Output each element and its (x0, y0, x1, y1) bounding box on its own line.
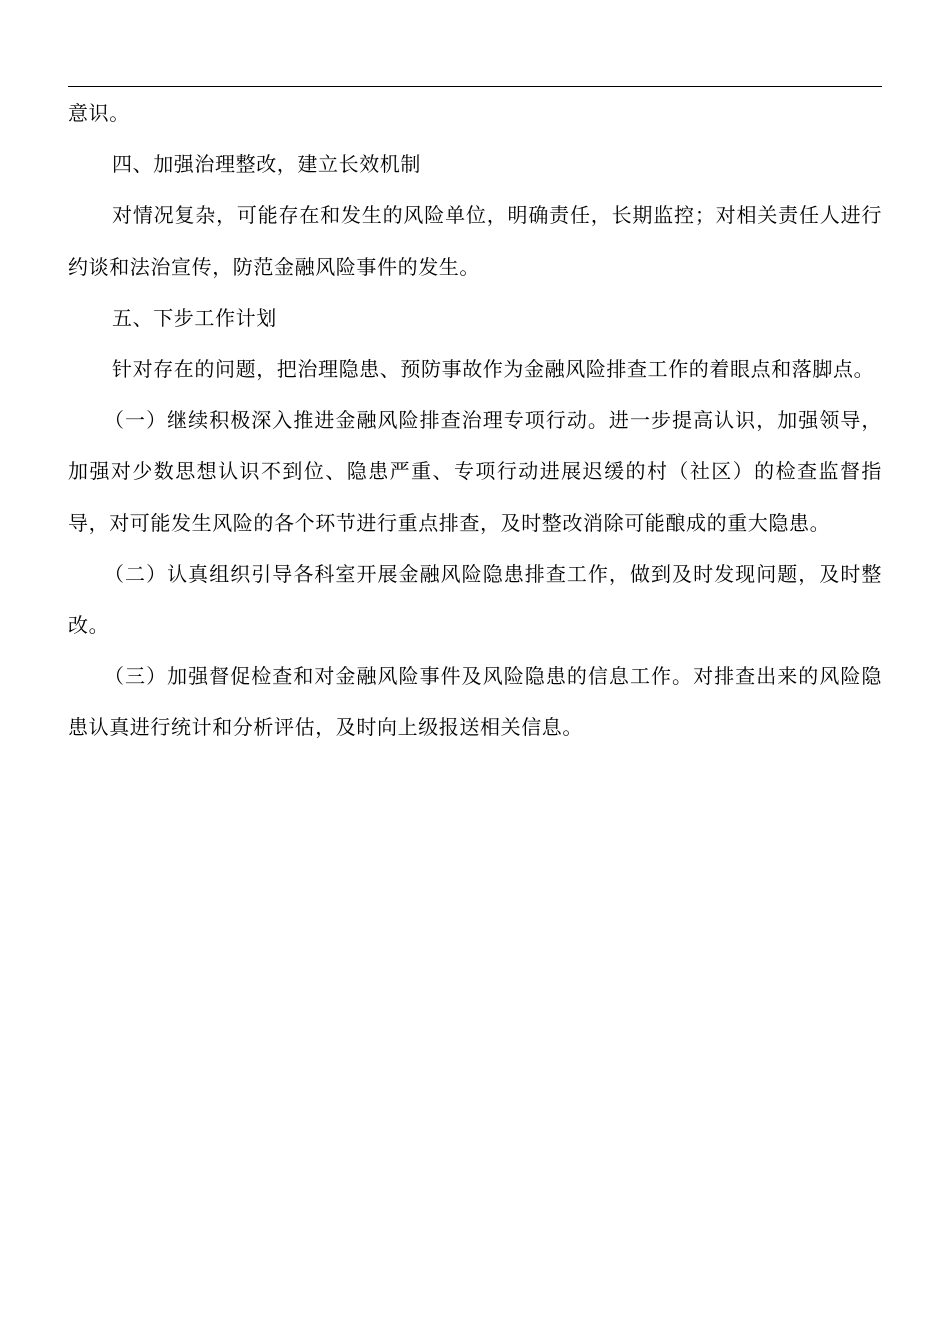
plan-item-1: （一）继续积极深入推进金融风险排查治理专项行动。进一步提高认识，加强领导，加强对少数思想认识不到位、隐患严重、专项行动进展迟缓的村（社区）的检查监督指导，对可能发生风险的各个环节进行重点排查，及时整改消除可能酿成的重大隐患。 (68, 408, 882, 535)
section-heading-4: 四、加强治理整改，建立长效机制 (112, 152, 421, 177)
plan-item-2: （二）认真组织引导各科室开展金融风险隐患排查工作，做到及时发现问题，及时整改。 (68, 561, 882, 638)
plan-item-3: （三）加强督促检查和对金融风险事件及风险隐患的信息工作。对排查出来的风险隐患认真进行统计和分析评估，及时向上级报送相关信息。 (68, 664, 882, 740)
document-body (68, 88, 882, 754)
header-rule (68, 86, 882, 87)
section-heading-5: 五、下步工作计划 (112, 305, 277, 330)
continuation-paragraph: 意识。 (68, 101, 130, 125)
section-4-paragraph: 对情况复杂，可能存在和发生的风险单位，明确责任，长期监控；对相关责任人进行约谈和法治宣传，防范金融风险事件的发生。 (68, 203, 882, 279)
section-5-paragraph: 针对存在的问题，把治理隐患、预防事故作为金融风险排查工作的着眼点和落脚点。 (112, 357, 875, 382)
